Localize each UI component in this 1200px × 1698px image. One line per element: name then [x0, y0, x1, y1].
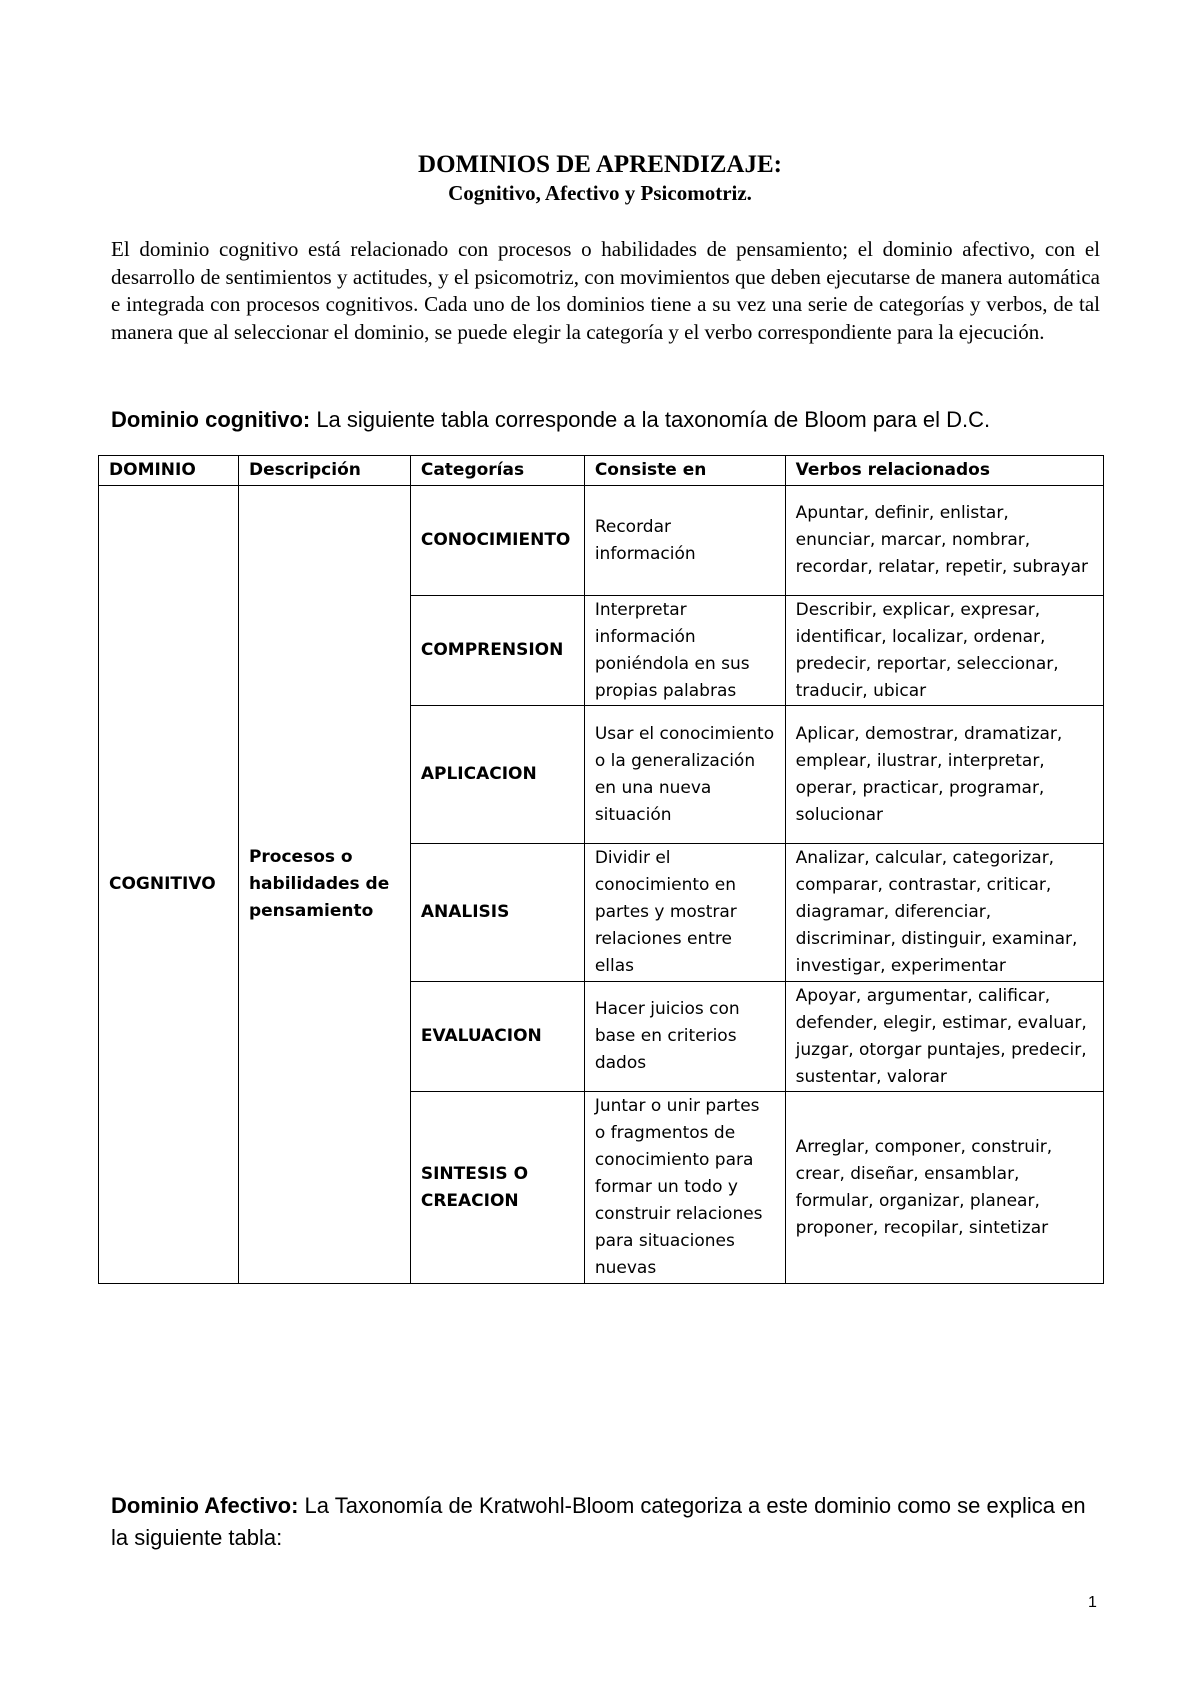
consists-cell: Juntar o unir partes o fragmentos de conocimiento para formar un todo y construir relaciones para situaciones nuevas	[584, 1092, 785, 1284]
verbs-cell: Aplicar, demostrar, dramatizar, emplear, ilustrar, interpretar, operar, practicar, programar, solucionar	[785, 706, 1103, 844]
category-cell: COMPRENSION	[410, 596, 584, 706]
table-row	[99, 486, 1104, 596]
description-cell: Procesos o habilidades de pensamiento	[238, 486, 410, 1284]
header-categorias: Categorías	[410, 456, 584, 486]
header-descripcion: Descripción	[238, 456, 410, 486]
header-verbos: Verbos relacionados	[785, 456, 1103, 486]
consists-cell: Usar el conocimiento o la generalización en una nueva situación	[584, 706, 785, 844]
header-consiste-en: Consiste en	[584, 456, 785, 486]
header-dominio: DOMINIO	[99, 456, 239, 486]
affective-section-text: La Taxonomía de Kratwohl-Bloom categoriza a este dominio como se explica en la siguiente tabla:	[111, 1493, 1086, 1550]
verbs-cell: Apoyar, argumentar, calificar, defender, elegir, estimar, evaluar, juzgar, otorgar puntajes, predecir, sustentar, valorar	[785, 982, 1103, 1092]
document-title: DOMINIOS DE APRENDIZAJE:	[418, 151, 782, 178]
consists-cell: Dividir el conocimiento en partes y mostrar relaciones entre ellas	[584, 844, 785, 982]
consists-cell: Interpretar información poniéndola en sus propias palabras	[584, 596, 785, 706]
bloom-taxonomy-table	[98, 455, 1104, 1284]
page-number: 1	[1088, 1594, 1097, 1611]
verbs-cell: Apuntar, definir, enlistar, enunciar, marcar, nombrar, recordar, relatar, repetir, subrayar	[785, 486, 1103, 596]
cognitive-section-text: La siguiente tabla corresponde a la taxonomía de Bloom para el D.C.	[310, 407, 991, 432]
affective-section-heading	[111, 1490, 1101, 1554]
cognitive-section-label: Dominio cognitivo:	[111, 407, 311, 432]
document-subtitle: Cognitivo, Afectivo y Psicomotriz.	[448, 181, 752, 205]
category-cell: CONOCIMIENTO	[410, 486, 584, 596]
category-cell: SINTESIS O CREACION	[410, 1092, 584, 1284]
category-cell: APLICACION	[410, 706, 584, 844]
domain-cell: COGNITIVO	[99, 486, 239, 1284]
consists-cell: Hacer juicios con base en criterios dados	[584, 982, 785, 1092]
intro-paragraph: El dominio cognitivo está relacionado con procesos o habilidades de pensamiento; el dominio afectivo, con el desarrollo de sentimientos y actitudes, y el psicomotriz, con movimientos que deben ejecutarse de manera automática e integrada con procesos cognitivos. Cada uno de los dominios tiene a su vez una serie de categorías y verbos, de tal manera que al seleccionar el dominio, se puede elegir la categoría y el verbo correspondiente para la ejecución.	[111, 237, 1100, 344]
verbs-cell: Analizar, calcular, categorizar, comparar, contrastar, criticar, diagramar, diferenciar, discriminar, distinguir, examinar, investigar, experimentar	[785, 844, 1103, 982]
category-cell: EVALUACION	[410, 982, 584, 1092]
category-cell: ANALISIS	[410, 844, 584, 982]
verbs-cell: Arreglar, componer, construir, crear, diseñar, ensamblar, formular, organizar, planear, proponer, recopilar, sintetizar	[785, 1092, 1103, 1284]
consists-cell: Recordar información	[584, 486, 785, 596]
table-header-row	[99, 456, 1104, 486]
affective-section-label: Dominio Afectivo:	[111, 1493, 299, 1518]
verbs-cell: Describir, explicar, expresar, identificar, localizar, ordenar, predecir, reportar, seleccionar, traducir, ubicar	[785, 596, 1103, 706]
cognitive-section-heading	[111, 405, 1111, 435]
